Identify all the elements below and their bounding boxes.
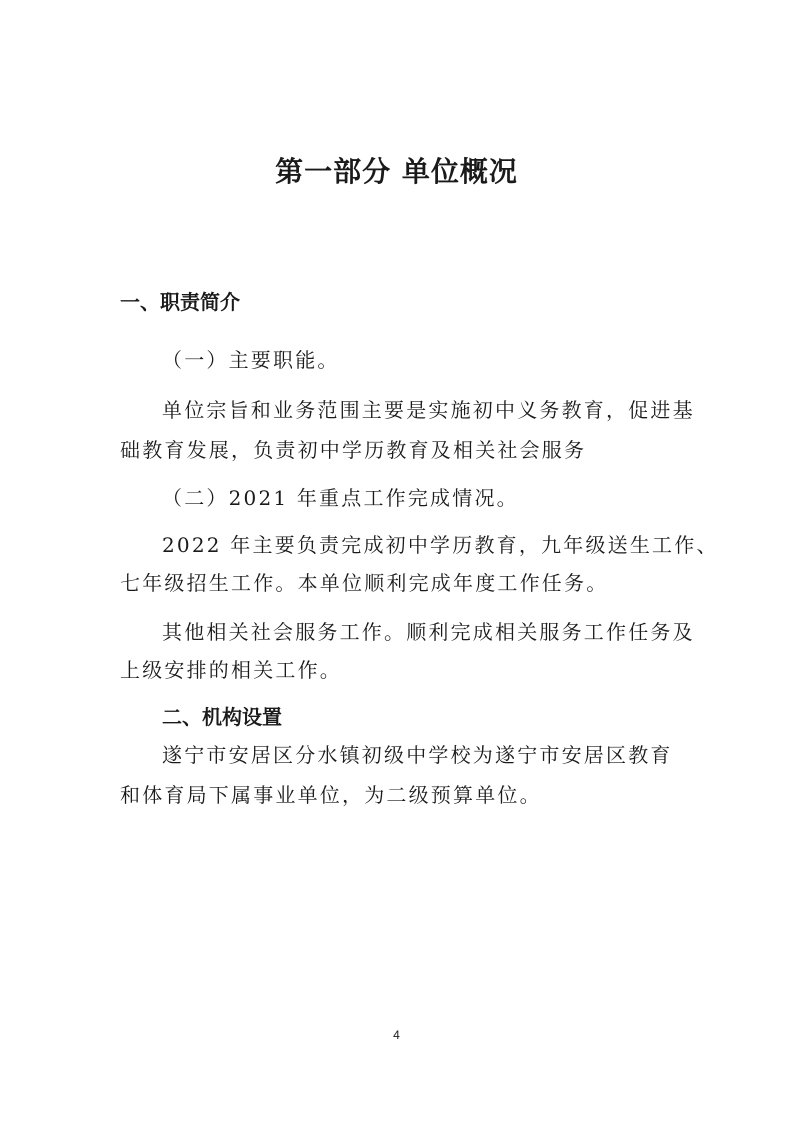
paragraph-key-work-line-2: 七年级招生工作。本单位顺利完成年度工作任务。 [120,571,609,595]
section-heading-organization: 二、机构设置 [162,705,282,729]
subheading-main-functions: （一）主要职能。 [162,348,340,372]
paragraph-mission-line-2: 础教育发展，负责初中学历教育及相关社会服务 [120,438,587,462]
page-number: 4 [393,1028,400,1042]
paragraph-organization-line-2: 和体育局下属事业单位，为二级预算单位。 [120,783,542,807]
paragraph-key-work-line-1: 2022 年主要负责完成初中学历教育，九年级送生工作、 [162,533,719,557]
paragraph-other-work-line-2: 上级安排的相关工作。 [120,658,342,682]
subheading-key-work: （二）2021 年重点工作完成情况。 [162,486,519,510]
page-title: 第一部分 单位概况 [275,155,518,188]
paragraph-other-work-line-1: 其他相关社会服务工作。顺利完成相关服务工作任务及 [162,620,695,644]
section-heading-duties: 一、职责简介 [120,290,240,314]
paragraph-mission-line-1: 单位宗旨和业务范围主要是实施初中义务教育，促进基 [162,398,695,422]
paragraph-organization-line-1: 遂宁市安居区分水镇初级中学校为遂宁市安居区教育 [162,743,673,767]
